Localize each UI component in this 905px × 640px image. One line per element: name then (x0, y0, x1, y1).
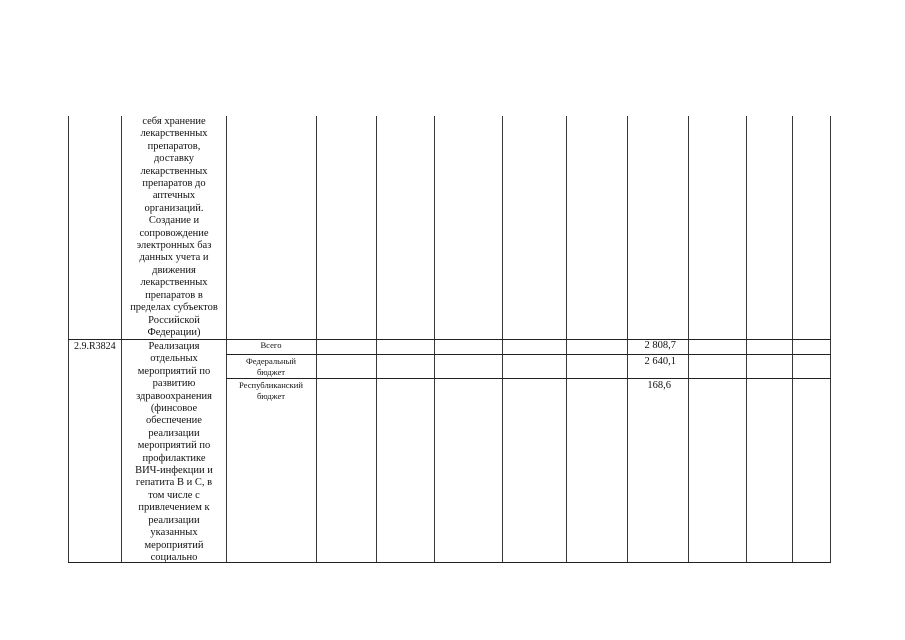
description-line: мероприятий (144, 539, 204, 551)
description-line: мероприятий по (137, 365, 211, 377)
description-line: реализации (148, 427, 200, 439)
value-federal: 2 640,1 (644, 356, 676, 367)
description-line: отдельных (150, 353, 198, 365)
description-line: профилактике (142, 452, 206, 464)
description-cell-continued (122, 116, 226, 339)
description-line: мероприятий по (137, 440, 211, 452)
description-line: доставку (153, 153, 195, 165)
description-line: Создание и (148, 215, 200, 227)
description-line: ВИЧ-инфекции и (135, 465, 213, 477)
description-line: привлечением к (138, 502, 210, 514)
description-line: (финсовое (150, 403, 198, 415)
description-line: том числе с (148, 489, 200, 501)
source-label-republic: Республиканский бюджет (239, 380, 303, 401)
description-line: социально (150, 551, 198, 563)
description-line: здравоохранения (136, 390, 212, 402)
description-line: обеспечение (146, 415, 202, 427)
description-line: реализации (148, 514, 200, 526)
description-cell (122, 341, 226, 564)
description-line: препаратов до (142, 178, 206, 190)
description-line: данных учета и (139, 252, 209, 264)
description-line: Федерации) (147, 326, 201, 338)
value-republic: 168,6 (647, 380, 671, 391)
description-line: организаций. (144, 202, 204, 214)
description-line: лекарственных (140, 165, 208, 177)
description-line: движения (152, 264, 196, 276)
description-line: лекарственных (140, 277, 208, 289)
description-line: препаратов, (147, 140, 201, 152)
description-line: Российской (148, 314, 200, 326)
description-line: себя хранение (142, 116, 206, 127)
description-line: сопровождение (139, 227, 209, 239)
description-line: Реализация (148, 341, 200, 352)
description-line: пределах субъектов (130, 302, 218, 314)
row-code: 2.9.R3824 (74, 341, 116, 352)
description-line: препаратов в (145, 289, 203, 301)
description-line: аптечных (152, 190, 196, 202)
value-total: 2 808,7 (644, 340, 676, 351)
description-line: указанных (150, 527, 198, 539)
source-label-total: Всего (260, 340, 282, 350)
description-line: развитию (152, 378, 196, 390)
description-line: лекарственных (140, 128, 208, 140)
description-line: гепатита В и С, в (135, 477, 213, 489)
source-label-federal: Федеральный бюджет (245, 356, 297, 377)
description-line: электронных баз (136, 240, 212, 252)
